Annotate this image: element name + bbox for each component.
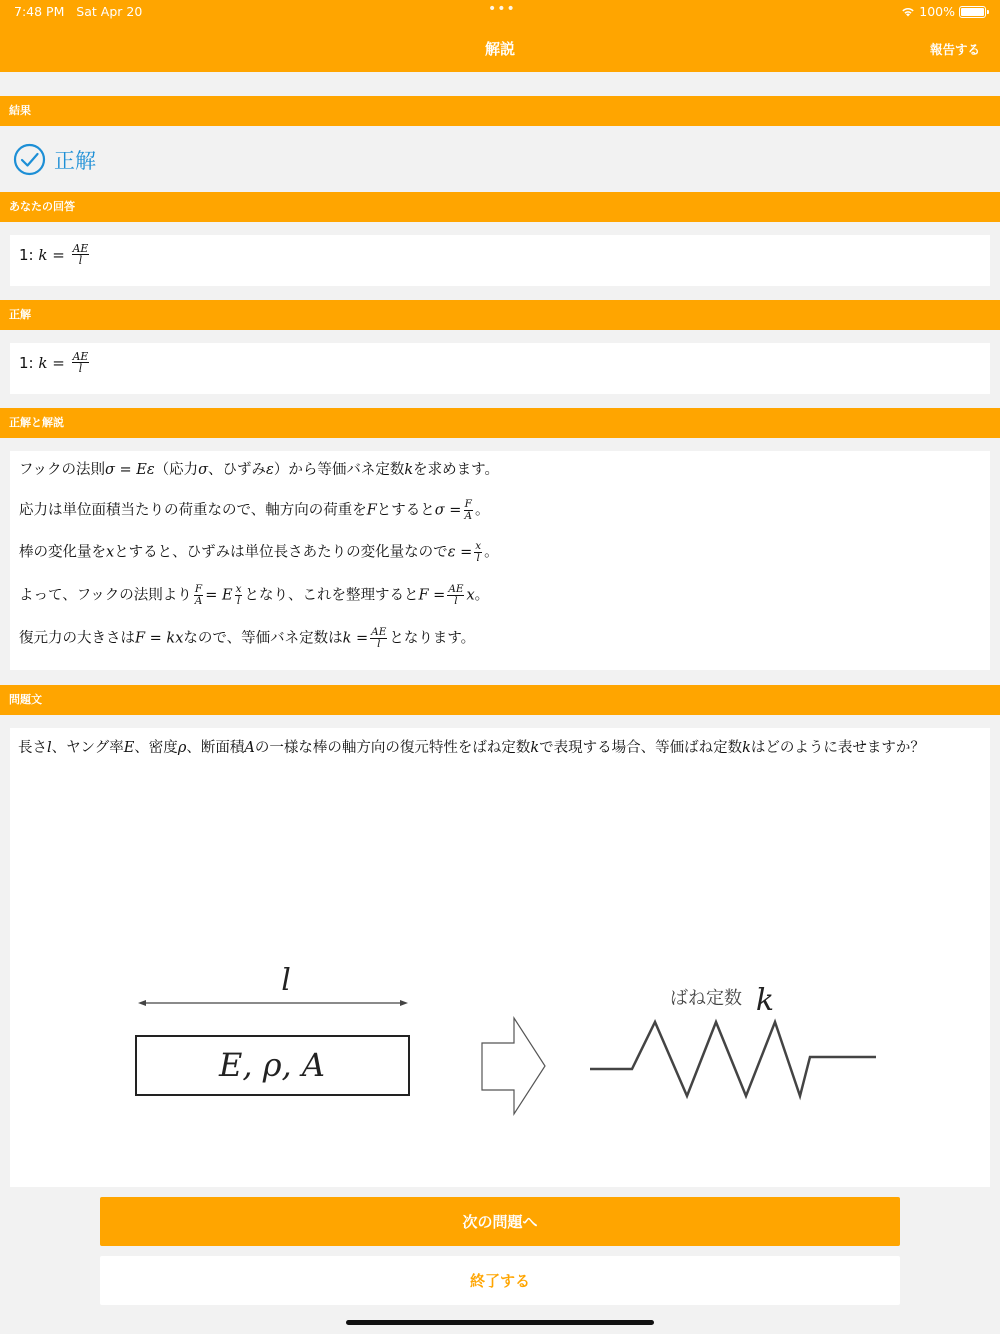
check-circle-icon xyxy=(13,143,46,176)
battery-icon xyxy=(959,6,986,18)
section-header-explanation: 正解と解説 xyxy=(0,408,1000,438)
length-label: l xyxy=(281,963,291,998)
question-card xyxy=(10,728,990,1187)
your-answer-card xyxy=(10,235,990,286)
explanation-line-5: 復元力の大きさはF = kxなので、等価バネ定数はk = $\frac{AE}{l}$ となります。 xyxy=(19,626,476,650)
correct-answer-formula: 1: k = $\frac{AE}{l}$ xyxy=(19,350,89,376)
result-status: 正解 xyxy=(54,148,96,173)
report-button[interactable]: 報告する xyxy=(929,42,980,57)
multitask-dots[interactable]: ••• xyxy=(488,1,516,17)
spring-symbol: k xyxy=(755,983,775,1018)
length-arrow-right xyxy=(400,1000,408,1006)
explanation-line-1: フックの法則σ = Eε（応力σ、ひずみε）から等価バネ定数kを求めます。 xyxy=(19,462,499,478)
home-indicator[interactable] xyxy=(346,1320,654,1325)
explanation-line-3: 棒の変化量をxとすると、ひずみは単位長さあたりの変化量なのでε = $\frac{x}{l}$ 。 xyxy=(19,540,499,564)
spring-zigzag xyxy=(590,1022,876,1096)
battery-percent: 100% xyxy=(919,4,955,19)
spring-label: ばね定数 xyxy=(670,988,742,1009)
status-time: 7:48 PM Sat Apr 20 xyxy=(14,4,143,19)
explanation-card xyxy=(10,451,990,670)
page-title: 解説 xyxy=(484,40,515,58)
your-answer-formula: 1: k = $\frac{AE}{l}$ xyxy=(19,242,89,268)
section-header-question: 問題文 xyxy=(0,685,1000,715)
status-right xyxy=(901,4,986,19)
correct-answer-card xyxy=(10,343,990,394)
explanation-line-4: よって、フックの法則より $\frac{F}{A}$ = E $\frac{x}{l}$ となり、これを整理するとF = $\frac{AE}{l}$ x。 xyxy=(19,583,490,607)
result-row xyxy=(13,143,96,176)
next-question-button[interactable]: 次の問題へ xyxy=(100,1197,900,1246)
fraction: $\frac{AE}{l}$ xyxy=(72,242,89,268)
end-button[interactable]: 終了する xyxy=(100,1256,900,1305)
bar-label: E, ρ, A xyxy=(219,1046,325,1084)
section-header-result: 結果 xyxy=(0,96,1000,126)
fraction: $\frac{AE}{l}$ xyxy=(72,350,89,376)
top-bar xyxy=(0,0,1000,72)
section-header-your-answer: あなたの回答 xyxy=(0,192,1000,222)
question-text: 長さl、ヤング率E、密度ρ、断面積Aの一様な棒の軸方向の復元特性をばね定数kで表現する場合、等価ばね定数kはどのように表せますか？ xyxy=(18,740,925,756)
wifi-icon xyxy=(901,6,915,17)
section-header-correct-answer: 正解 xyxy=(0,300,1000,330)
spring-figure xyxy=(10,728,990,1187)
explanation-line-2: 応力は単位面積当たりの荷重なので、軸方向の荷重をFとするとσ = $\frac{F}{A}$ 。 xyxy=(19,498,490,522)
arrow-right-icon xyxy=(482,1018,545,1114)
length-arrow-left xyxy=(138,1000,146,1006)
